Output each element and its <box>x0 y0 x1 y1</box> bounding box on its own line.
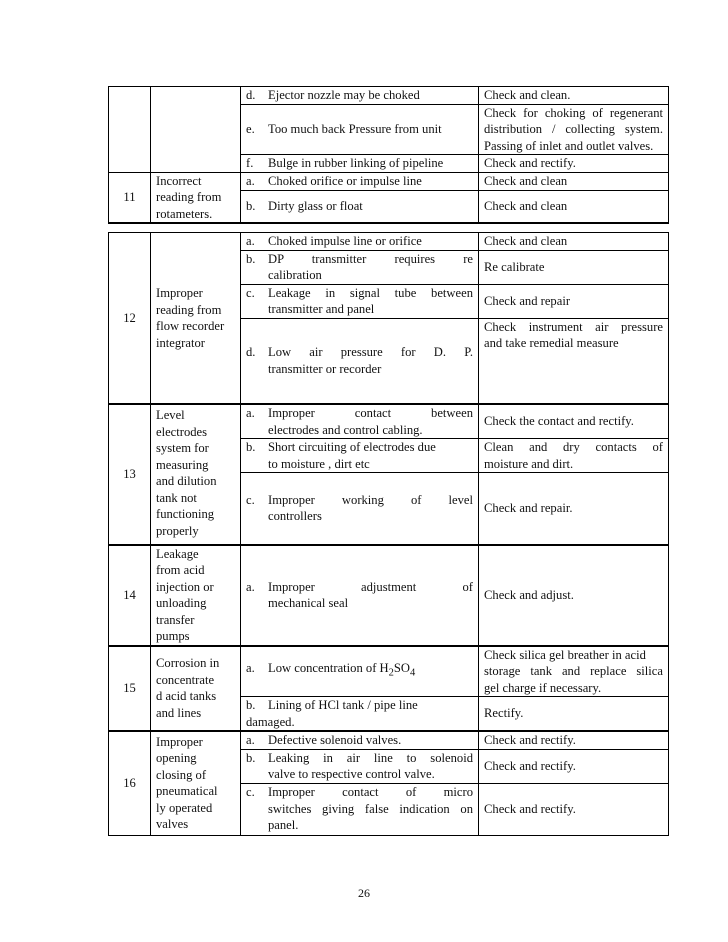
cause-cell: f. Bulge in rubber linking of pipeline <box>241 155 479 173</box>
cause-cell: a. Low concentration of $H_2SO_4$ <box>241 646 479 697</box>
page-number: 26 <box>358 886 370 900</box>
troubleshooting-table-continued <box>108 86 669 224</box>
item-number: 13 <box>109 404 151 545</box>
remedy-cell: Check instrument air pressure and take remedial measure <box>479 318 669 404</box>
table-row <box>109 731 669 749</box>
cause-cell: a. Choked impulse line or orifice <box>241 233 479 251</box>
cause-cell: d. Low air pressure for D. P. transmitter or recorder <box>241 318 479 404</box>
problem-cell: Corrosion in concentrate d acid tanks and lines <box>151 646 241 732</box>
remedy-cell: Check and rectify. <box>479 783 669 835</box>
table-row <box>109 172 669 190</box>
cause-cell: b. Lining of HCl tank / pipe line damaged. <box>241 697 479 732</box>
table-row <box>109 545 669 646</box>
remedy-cell: Check the contact and rectify. <box>479 404 669 439</box>
cause-cell: e. Too much back Pressure from unit <box>241 104 479 155</box>
cause-cell: b. Leaking in air line to solenoid valve to respective control valve. <box>241 749 479 783</box>
table-row <box>109 404 669 439</box>
cause-cell: b. Short circuiting of electrodes due to moisture , dirt etc <box>241 439 479 473</box>
remedy-cell: Re calibrate <box>479 250 669 284</box>
cause-cell: c. Leakage in signal tube between transmitter and panel <box>241 284 479 318</box>
remedy-cell: Check and repair <box>479 284 669 318</box>
table-row <box>109 646 669 697</box>
remedy-cell: Check and repair. <box>479 473 669 545</box>
problem-cell: Improper opening closing of pneumatical ly operated valves <box>151 731 241 835</box>
cause-cell: b. DP transmitter requires re calibration <box>241 250 479 284</box>
problem-cell: Leakage from acid injection or unloading transfer pumps <box>151 545 241 646</box>
cause-cell: a. Defective solenoid valves. <box>241 731 479 749</box>
remedy-cell: Check silica gel breather in acid storage tank and replace silica gel charge if necessary. <box>479 646 669 697</box>
problem-cell: Level electrodes system for measuring and dilution tank not functioning properly <box>151 404 241 545</box>
cause-cell: c. Improper working of level controllers <box>241 473 479 545</box>
remedy-cell: Check and clean. <box>479 87 669 105</box>
item-number: 15 <box>109 646 151 732</box>
item-number: 12 <box>109 233 151 405</box>
remedy-cell: Rectify. <box>479 697 669 732</box>
remedy-cell: Check and rectify. <box>479 749 669 783</box>
remedy-cell: Check and clean <box>479 172 669 190</box>
problem-cell: Improper reading from flow recorder integrator <box>151 233 241 405</box>
cause-cell: b. Dirty glass or float <box>241 190 479 223</box>
item-number: 16 <box>109 731 151 835</box>
cause-cell: d. Ejector nozzle may be choked <box>241 87 479 105</box>
cause-cell: a. Improper contact between electrodes and control cabling. <box>241 404 479 439</box>
remedy-cell: Clean and dry contacts of moisture and dirt. <box>479 439 669 473</box>
cause-cell: c. Improper contact of micro switches giving false indication on panel. <box>241 783 479 835</box>
item-number: 11 <box>109 172 151 223</box>
item-number: 14 <box>109 545 151 646</box>
remedy-cell: Check and clean <box>479 190 669 223</box>
remedy-cell: Check for choking of regenerant distribution / collecting system. Passing of inlet and outlet valves. <box>479 104 669 155</box>
remedy-cell: Check and adjust. <box>479 545 669 646</box>
table-row <box>109 87 669 105</box>
table-row <box>109 233 669 251</box>
remedy-cell: Check and clean <box>479 233 669 251</box>
cause-cell: a. Choked orifice or impulse line <box>241 172 479 190</box>
troubleshooting-table <box>108 232 669 836</box>
remedy-cell: Check and rectify. <box>479 731 669 749</box>
problem-cell: Incorrect reading from rotameters. <box>151 172 241 223</box>
cause-cell: a. Improper adjustment of mechanical seal <box>241 545 479 646</box>
remedy-cell: Check and rectify. <box>479 155 669 173</box>
